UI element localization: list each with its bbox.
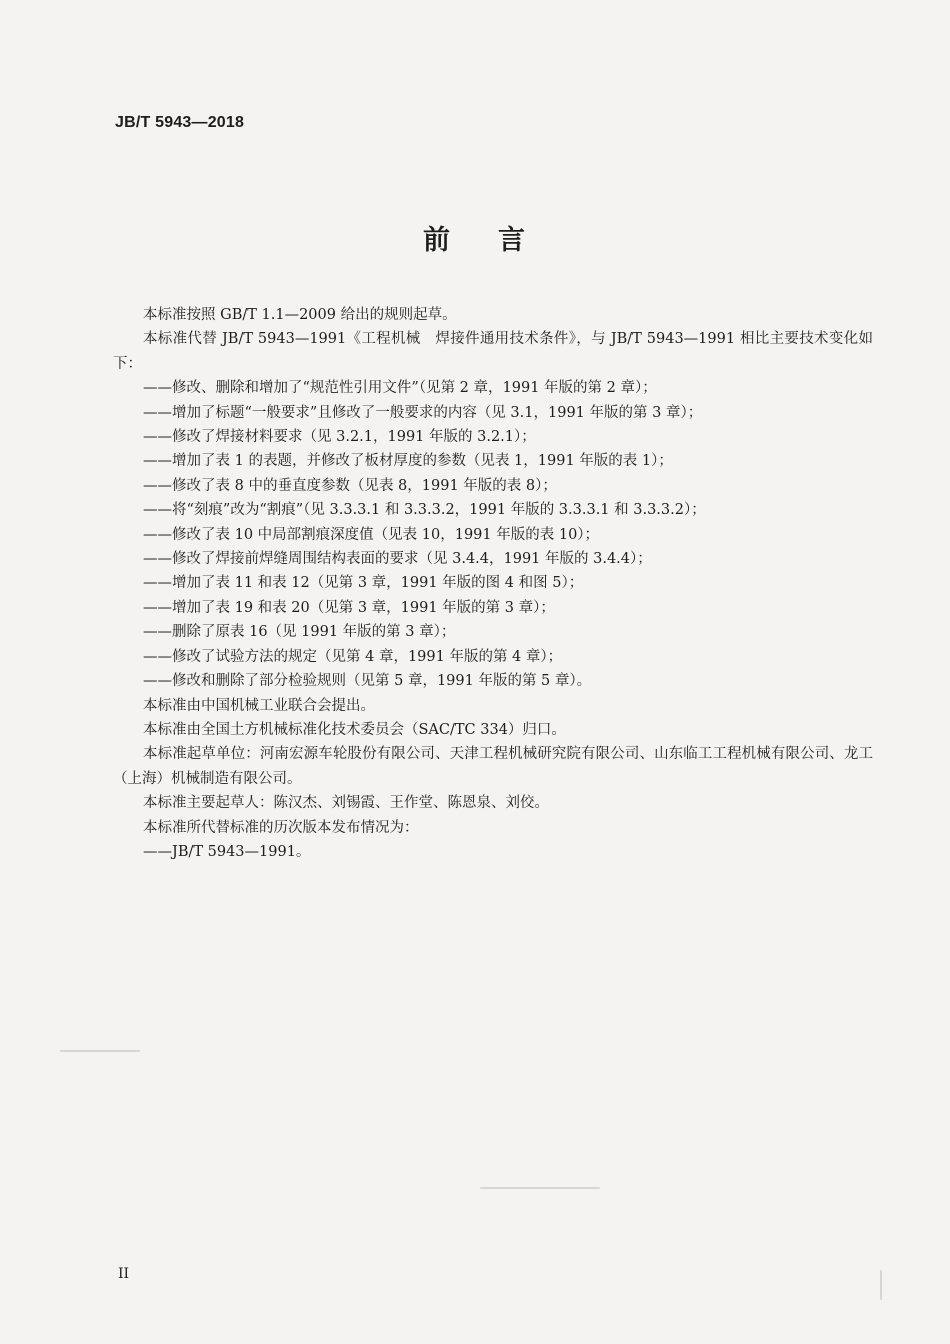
- change-item: ——修改了焊接材料要求（见 3.2.1，1991 年版的 3.2.1）；: [143, 429, 536, 446]
- paragraph-history: 本标准所代替标准的历次版本发布情况为：: [143, 819, 419, 836]
- change-item: ——修改了焊接前焊缝周围结构表面的要求（见 3.4.4，1991 年版的 3.4.4）；: [143, 551, 652, 568]
- foreword-body: [113, 303, 873, 864]
- paragraph-committee: 本标准由全国土方机械标准化技术委员会（SAC/TC 334）归口。: [143, 721, 566, 738]
- changes-list: [113, 376, 873, 693]
- change-item: ——修改了试验方法的规定（见第 4 章，1991 年版的第 4 章）；: [143, 648, 563, 665]
- page-number: II: [118, 1266, 130, 1282]
- change-item: ——增加了表 1 的表题，并修改了板材厚度的参数（见表 1，1991 年版的表 1）；: [143, 453, 673, 470]
- scan-artifact: [60, 1050, 140, 1052]
- change-item: ——将“刻痕”改为“割痕”（见 3.3.3.1 和 3.3.3.2，1991 年版的 3.3.3.1 和 3.3.3.2）；: [143, 502, 706, 519]
- standard-code: JB/T 5943—2018: [115, 114, 245, 131]
- page-title: [0, 218, 950, 257]
- paragraph-history-item: ——JB/T 5943—1991。: [143, 843, 311, 860]
- change-item: ——修改了表 10 中局部割痕深度值（见表 10，1991 年版的表 10）；: [143, 526, 600, 543]
- paragraph-drafters: 本标准主要起草人：陈汉杰、刘锡霞、王作堂、陈恩泉、刘佼。: [143, 795, 549, 812]
- change-item: ——增加了表 11 和表 12（见第 3 章，1991 年版的图 4 和图 5）；: [143, 575, 584, 592]
- change-item: ——增加了标题“一般要求”且修改了一般要求的内容（见 3.1，1991 年版的第 3 章）；: [143, 404, 703, 421]
- scan-artifact: [880, 1270, 882, 1300]
- title-part-1: 前: [423, 225, 452, 256]
- change-item: ——修改、删除和增加了“规范性引用文件”（见第 2 章，1991 年版的第 2 章）；: [143, 380, 657, 397]
- scan-artifact: [480, 1187, 600, 1189]
- paragraph-replacement: 本标准代替 JB/T 5943—1991《工程机械 焊接件通用技术条件》，与 JB/T 5943—1991 相比主要技术变化如下：: [113, 331, 873, 372]
- change-item: ——修改了表 8 中的垂直度参数（见表 8，1991 年版的表 8）；: [143, 477, 557, 494]
- paragraph-drafting-units: 本标准起草单位：河南宏源车轮股份有限公司、天津工程机械研究院有限公司、山东临工工程机械有限公司、龙工（上海）机械制造有限公司。: [113, 746, 873, 787]
- change-item: ——增加了表 19 和表 20（见第 3 章，1991 年版的第 3 章）；: [143, 599, 555, 616]
- change-item: ——修改和删除了部分检验规则（见第 5 章，1991 年版的第 5 章）。: [143, 673, 592, 690]
- title-part-2: 言: [498, 225, 527, 256]
- change-item: ——删除了原表 16（见 1991 年版的第 3 章）；: [143, 624, 456, 641]
- paragraph-proposer: 本标准由中国机械工业联合会提出。: [143, 697, 375, 714]
- paragraph-drafting-rules: 本标准按照 GB/T 1.1—2009 给出的规则起草。: [143, 307, 457, 323]
